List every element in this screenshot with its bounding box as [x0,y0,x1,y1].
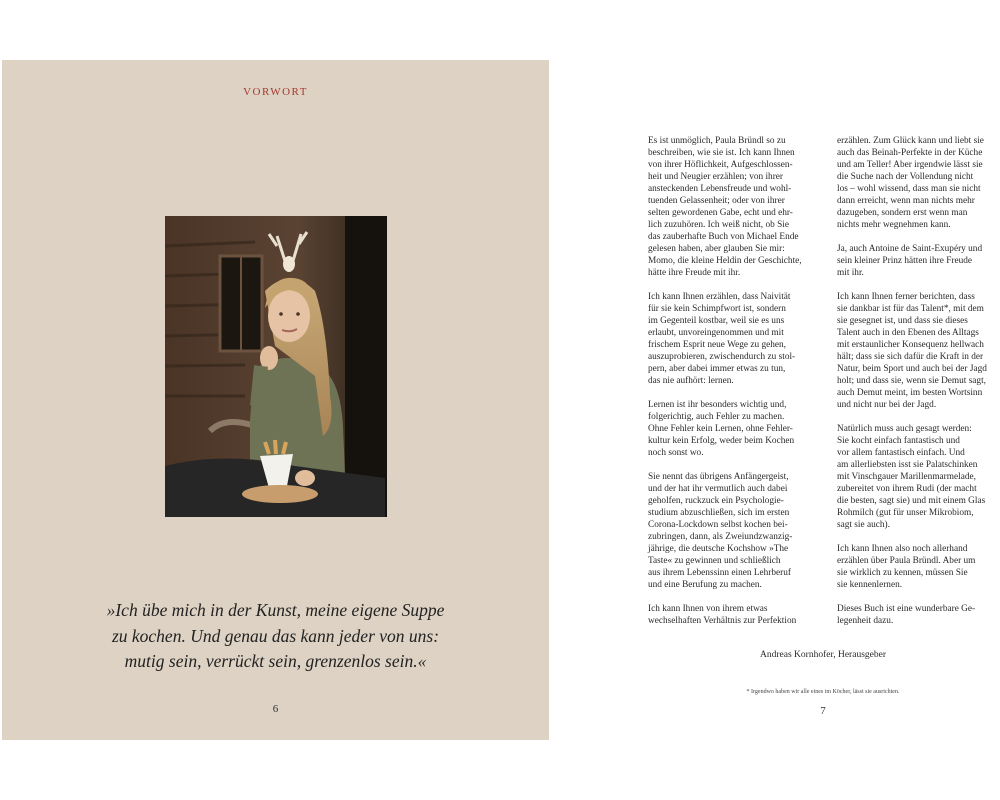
paragraph [837,243,1000,279]
signature: Andreas Kornhofer, Herausgeber [760,650,886,660]
text-line: hält; dass sie sich dafür die Kraft in der [837,352,984,362]
text-line: Dieses Buch ist eine wunderbare Ge- [837,604,976,614]
paragraph [648,399,828,459]
text-line: geholfen, ruckzuck ein Psychologie- [648,496,784,506]
text-line: kultur kein Erfolg, weder beim Kochen [648,436,795,446]
paragraph [648,291,828,387]
text-line: auszuprobieren, zwischendurch zu stol- [648,352,796,362]
quote-line: »Ich übe mich in der Kunst, meine eigene Suppe [106,600,445,620]
text-line: Ich kann Ihnen erzählen, dass Naivität [648,292,791,302]
text-line: aus ihrem Lebenssinn einen Lehrberuf [648,568,792,578]
text-line: erlaubt, unvoreingenommen und mit [648,328,784,338]
text-line: folgerichtig, auch Fehler zu machen. [648,412,785,422]
text-line: Sie kocht einfach fantastisch und [837,436,960,446]
text-line: sie kennenlernen. [837,580,903,590]
text-line: Talent auch in den Ebenen des Alltags [837,328,979,338]
right-page [550,60,1000,740]
text-line: Es ist unmöglich, Paula Bründl so zu [648,136,786,146]
text-line: tuenden Gelassenheit; oder von ihrer [648,196,785,206]
text-line: erzählen über Paula Bründl. Aber um [837,556,976,566]
text-line: heit und Neugier erzählen; von ihrer [648,172,784,182]
text-line: noch sonst wo. [648,448,704,458]
text-line: Ja, auch Antoine de Saint-Exupéry und [837,244,983,254]
text-line: gelesen haben, aber glauben Sie mir: [648,244,785,254]
portrait-photo [165,216,387,517]
paragraph [837,291,1000,411]
text-line: los – wohl wissend, dass man sie nicht [837,184,981,194]
paragraph [837,603,1000,627]
text-line: die besten, sagt sie) und mit einem Glas [837,496,986,506]
text-line: sie gesegnet ist, und dass sie dieses [837,316,968,326]
text-column-1 [648,135,828,639]
text-line: am allerliebsten isst sie Palatschinken [837,460,978,470]
text-line: selten gewordenen Gabe, echt und ehr- [648,208,793,218]
text-line: das nie aufhört: lernen. [648,376,734,386]
paragraph [837,423,1000,531]
text-line: nichts mehr wegnehmen kann. [837,220,951,230]
text-line: dann erreicht, wenn man nichts mehr [837,196,975,206]
text-line: pern, aber dabei immer etwas zu tun, [648,364,786,374]
text-line: beschreiben, wie sie ist. Ich kann Ihnen [648,148,795,158]
text-line: jährige, die deutsche Kochshow »The [648,544,789,554]
text-line: hätte ihre Freude mit ihr. [648,268,741,278]
paragraph [837,135,1000,231]
page-number-left: 6 [272,703,279,715]
paragraph [648,603,828,627]
text-line: ansteckenden Lebensfreude und wohl- [648,184,792,194]
paragraph [837,543,1000,591]
text-line: Ich kann Ihnen also noch allerhand [837,544,968,554]
text-line: Natur, beim Sport und auch bei der Jagd [837,364,987,374]
text-line: sein kleiner Prinz hätten ihre Freude [837,256,973,266]
text-line: zubereitet von ihrem Rudi (der macht [837,484,977,494]
text-line: vor allem fantastisch einfach. Und [837,448,965,458]
text-line: sie dankbar ist für das Talent*, mit dem [837,304,984,314]
text-line: Momo, die kleine Heldin der Geschichte, [648,256,802,266]
text-line: lich zuzuhören. Ich weiß nicht, ob Sie [648,220,789,230]
text-line: wechselhaften Verhältnis zur Perfektion [648,616,797,626]
text-line: das zauberhafte Buch von Michael Ende [648,232,799,242]
footnote: * Irgendwo haben wir alle eines im Köcher, lässt sie ausrichten. [746,689,900,695]
text-line: erzählen. Zum Glück kann und liebt sie [837,136,984,146]
text-column-2 [837,135,1000,639]
paragraph [648,471,828,591]
text-line: holt; und dass sie, wenn sie Demut sagt, [837,376,986,386]
left-page [2,60,549,740]
quote-line: zu kochen. Und genau das kann jeder von uns: [111,625,440,646]
text-line: Sie nennt das übrigens Anfängergeist, [648,472,789,482]
text-line: und eine Berufung zu machen. [648,580,762,590]
text-line: mit ihr. [837,268,864,278]
text-line: im Gegenteil kostbar, weil sie es uns [648,316,785,326]
page-number-right: 7 [820,705,826,717]
text-line: die Suche nach der Vollendung nicht [837,172,974,182]
quote-line: mutig sein, verrückt sein, grenzenlos sein.« [124,651,427,671]
text-line: sie wirklich zu kennen, müssen Sie [837,568,968,578]
section-label: VORWORT [243,86,308,98]
text-line: studium abzuschließen, sich im ersten [648,508,790,518]
text-line: Lernen ist ihr besonders wichtig und, [648,400,787,410]
text-line: Ohne Fehler kein Lernen, ohne Fehler- [648,424,793,434]
text-line: für sie kein Schimpfwort ist, sondern [648,304,786,314]
text-line: mit erstaunlicher Konsequenz hellwach [837,340,984,350]
text-line: und der hat ihr vermutlich auch dabei [648,484,788,494]
text-line: und am Teller! Aber irgendwie lässt sie [837,160,983,170]
text-line: Corona-Lockdown selbst kochen bei- [648,520,788,530]
text-line: legenheit dazu. [837,616,894,626]
paragraph [648,135,828,279]
text-line: Natürlich muss auch gesagt werden: [837,424,972,434]
text-line: frischem Esprit neue Wege zu gehen, [648,340,786,350]
text-line: Rohmilch (gut für unser Mikrobiom, [837,508,974,518]
text-line: von ihrer Höflichkeit, Aufgeschlossen- [648,160,793,170]
text-line: auch das Beinah-Perfekte in der Küche [837,148,983,158]
pull-quote [42,598,509,675]
text-line: sagt sie auch). [837,520,890,530]
text-line: auch Demut meint, im besten Wortsinn [837,388,983,398]
text-line: Ich kann Ihnen von ihrem etwas [648,604,768,614]
text-line: dazugeben, sondern erst wenn man [837,208,968,218]
text-line: zubringen, dann, als Zweiundzwanzig- [648,532,793,542]
text-line: Taste« zu gewinnen und schließlich [648,556,781,566]
text-line: und nicht nur bei der Jagd. [837,400,937,410]
text-line: mit Vinschgauer Marillenmarmelade, [837,472,976,482]
text-line: Ich kann Ihnen ferner berichten, dass [837,292,975,302]
